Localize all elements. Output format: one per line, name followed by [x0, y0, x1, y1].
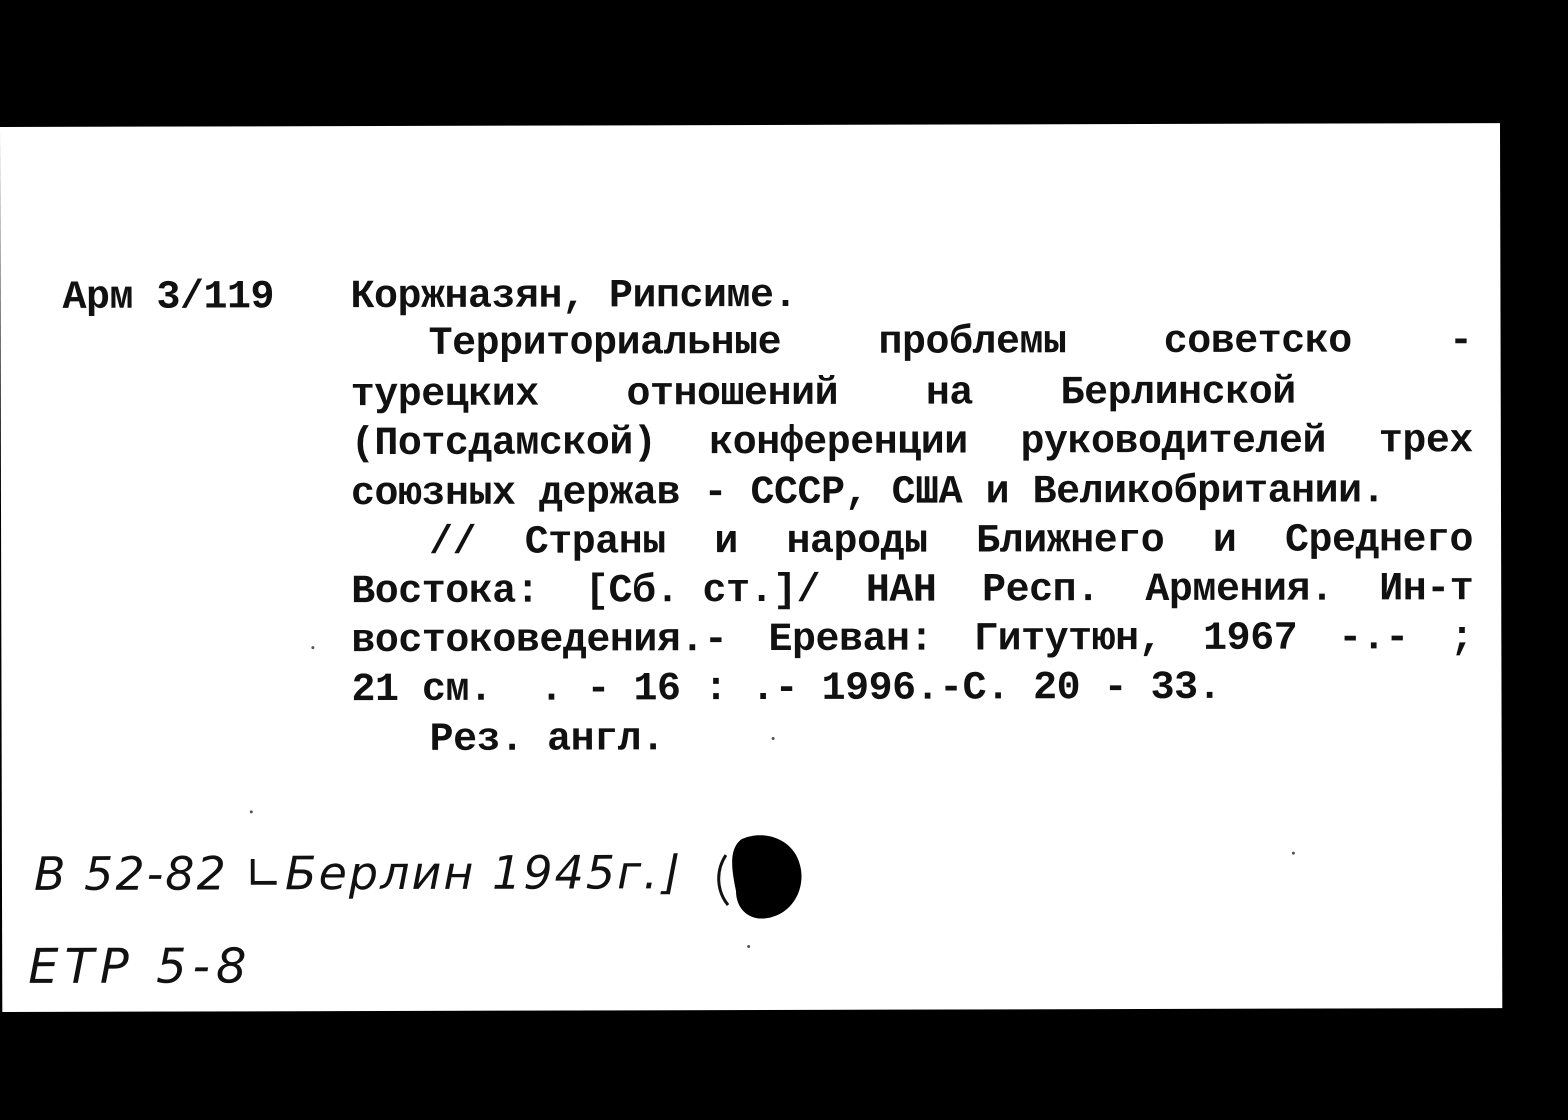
source-line-2: Востока: [Сб. ст.]/ НАН Респ. Армения. Ин-т — [351, 567, 1474, 616]
speck — [772, 737, 775, 740]
source-line-3: востоковедения.- Ереван: Гитутюн, 1967 -.- ; — [351, 616, 1474, 665]
handwritten-code: ETP 5-8 — [28, 938, 253, 995]
handwritten-classification: B 52-82 ∟Берлин 1945г.⌋ — [33, 845, 680, 901]
title-line-2: турецких отношений на Берлинской — [350, 370, 1296, 419]
physical-description-line: 21 см. . - 16 : .- 1996.-С. 20 - 33. — [351, 665, 1222, 714]
title-line-4: союзных держав - СССР, США и Великобритании. — [350, 469, 1386, 518]
speck — [747, 945, 750, 948]
title-line-1: Территориальные проблемы советско - — [428, 319, 1473, 367]
catalog-card — [0, 123, 1502, 1012]
shelfmark: Арм 3/119 — [62, 275, 275, 321]
speck — [1292, 852, 1295, 855]
title-line-3: (Потсдамской) конференции руководителей трех — [350, 419, 1473, 468]
author-line: Коржназян, Рипсиме. — [350, 273, 798, 321]
summary-note: Рез. англ. — [429, 717, 665, 763]
speck — [311, 646, 314, 649]
ink-blot — [702, 825, 812, 925]
source-line-1: // Страны и народы Ближнего и Среднего — [429, 518, 1474, 566]
speck — [250, 810, 253, 813]
